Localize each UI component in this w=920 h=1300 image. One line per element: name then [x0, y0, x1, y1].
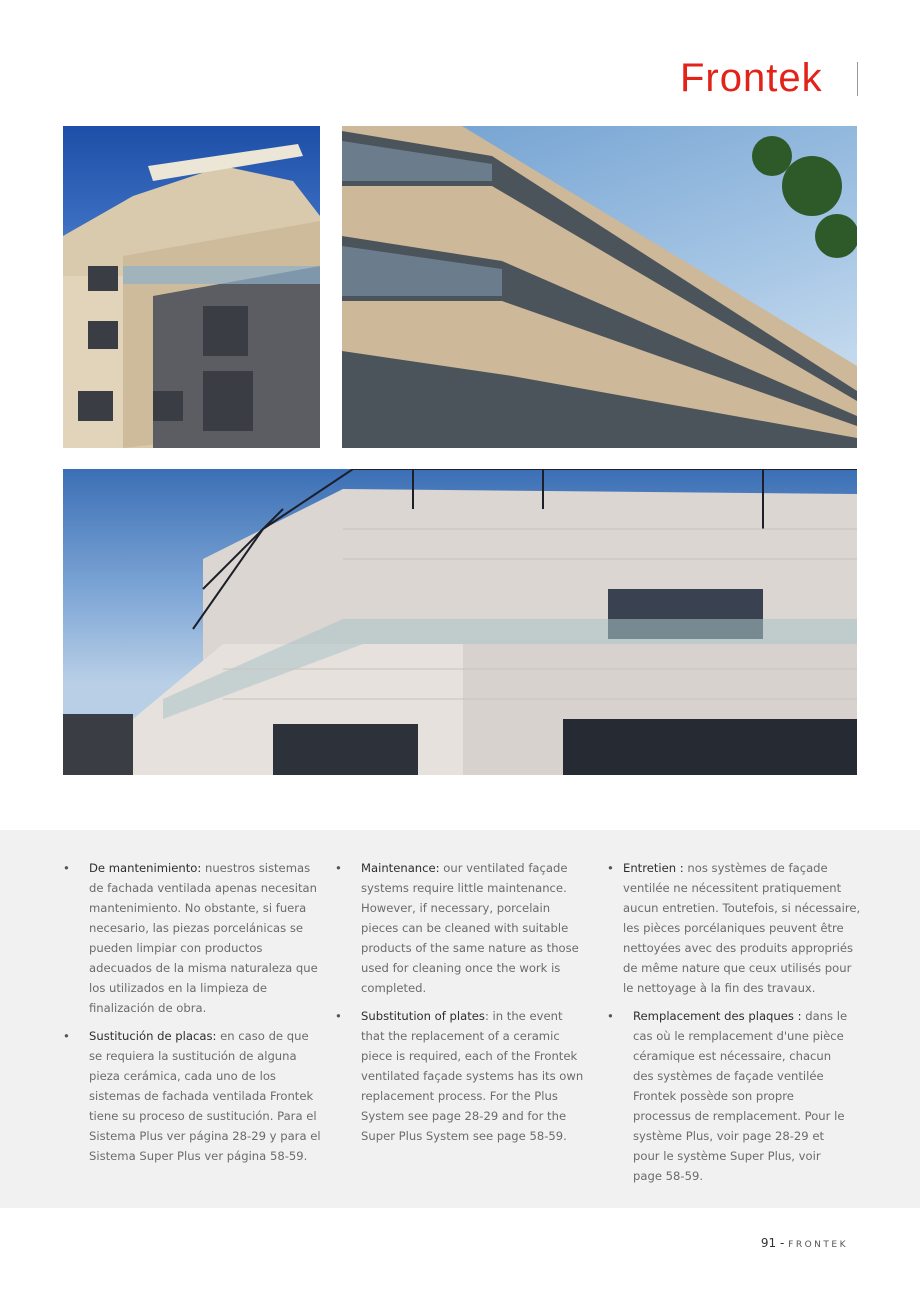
column-spanish — [63, 858, 323, 1174]
frontek-logo: Frontek — [680, 56, 823, 100]
list-item: • Remplacement des plaques : dans le cas où le remplacement d'une pièce céramique est nécessaire, chacun des systèmes de façade ventilée Frontek possède son propre processus de remplacement. Pour le système Plus, voir page 28-29 et pour le système Super Plus, voir page 58-59. — [607, 1009, 848, 1183]
list-item: • Sustitución de placas: en caso de que se requiera la sustitución de alguna pieza cerámica, cada uno de los sistemas de fachada ventilada Frontek tiene su proceso de sustitución. Para el Sistema Plus ver página 28-29 y para el Sistema Super Plus ver página 58-59. — [63, 1029, 321, 1163]
list-item: • De mantenimiento: nuestros sistemas de fachada ventilada apenas necesitan mantenimiento. No obstante, si fuera necesario, las piezas porcelánicas se pueden limpiar con productos adecuados de la misma naturaleza que los utilizados en la limpieza de finalización de obra. — [63, 861, 318, 1015]
list-item: • Entretien : nos systèmes de façade ventilée ne nécessitent pratiquement aucun entretien. Toutefois, si nécessaire, les pièces porcélaniques peuvent être nettoyées avec des produits appropriés de même nature que ceux utilisés pour le nettoyage à la fin des travaux. — [607, 861, 861, 995]
column-french — [607, 858, 865, 1194]
logo-divider — [857, 62, 858, 96]
photo-building-terrace — [63, 469, 857, 775]
page-footer: 91 - FRONTEK — [760, 1236, 848, 1250]
column-english — [335, 858, 587, 1154]
footer-brand: FRONTEK — [788, 1240, 848, 1250]
photo-building-corner — [63, 126, 320, 448]
list-item: • Substitution of plates: in the event that the replacement of a ceramic piece is required, each of the Frontek ventilated façade systems has its own replacement process. For the Plus System see page 28-29 and for the Super Plus System see page 58-59. — [335, 1009, 584, 1143]
page-number: 91 — [760, 1236, 777, 1250]
list-item: • Maintenance: our ventilated façade systems require little maintenance. However, if necessary, porcelain pieces can be cleaned with suitable products of the same nature as those used for cleaning once the work is completed. — [335, 861, 579, 995]
photo-building-facade — [342, 126, 857, 448]
